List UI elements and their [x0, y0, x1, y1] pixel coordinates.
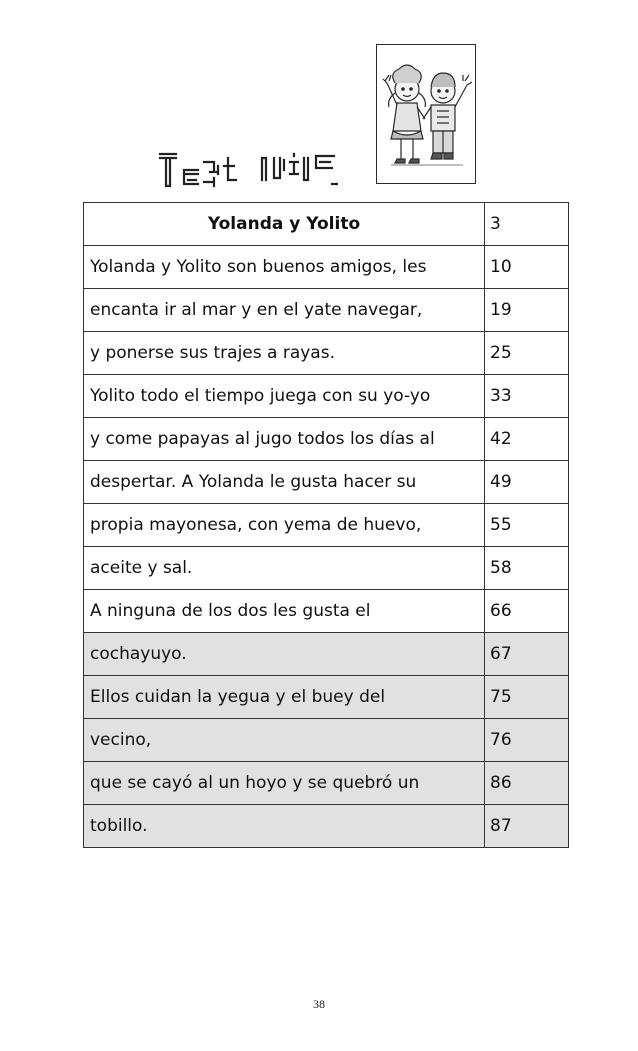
- line-text: y come papayas al jugo todos los días al: [84, 418, 485, 461]
- line-text: Yolito todo el tiempo juega con su yo-yo: [84, 375, 485, 418]
- line-text: tobillo.: [84, 805, 485, 848]
- line-text: A ninguna de los dos les gusta el: [84, 590, 485, 633]
- word-count: 10: [485, 246, 569, 289]
- word-count: 33: [485, 375, 569, 418]
- word-count: 76: [485, 719, 569, 762]
- line-text: aceite y sal.: [84, 547, 485, 590]
- table-row: [84, 461, 569, 504]
- table-row: [84, 418, 569, 461]
- table-row: [84, 246, 569, 289]
- story-title-count: 3: [485, 203, 569, 246]
- word-count: 58: [485, 547, 569, 590]
- table-row: [84, 805, 569, 848]
- word-count: 75: [485, 676, 569, 719]
- word-count: 25: [485, 332, 569, 375]
- line-text: vecino,: [84, 719, 485, 762]
- table-row: [84, 375, 569, 418]
- table-row: [84, 332, 569, 375]
- line-text: propia mayonesa, con yema de huevo,: [84, 504, 485, 547]
- table-row: [84, 719, 569, 762]
- two-children-waving-icon: [377, 45, 475, 183]
- table-row: [84, 289, 569, 332]
- line-text: que se cayó al un hoyo y se quebró un: [84, 762, 485, 805]
- line-text: Yolanda y Yolito son buenos amigos, les: [84, 246, 485, 289]
- word-count: 87: [485, 805, 569, 848]
- word-count: 19: [485, 289, 569, 332]
- line-text: encanta ir al mar y en el yate navegar,: [84, 289, 485, 332]
- line-text: despertar. A Yolanda le gusta hacer su: [84, 461, 485, 504]
- stylized-title-icon: [158, 148, 338, 192]
- table-row: [84, 504, 569, 547]
- word-count: 42: [485, 418, 569, 461]
- table-row: [84, 762, 569, 805]
- page-number: 38: [313, 997, 325, 1011]
- line-text: y ponerse sus trajes a rayas.: [84, 332, 485, 375]
- table-title-row: [84, 203, 569, 246]
- word-count: 49: [485, 461, 569, 504]
- story-title: Yolanda y Yolito: [84, 203, 485, 246]
- table-row: [84, 590, 569, 633]
- word-count: 67: [485, 633, 569, 676]
- table-row: [84, 633, 569, 676]
- reading-word-count-table: [83, 202, 569, 848]
- table-row: [84, 676, 569, 719]
- table-row: [84, 547, 569, 590]
- word-count: 66: [485, 590, 569, 633]
- children-illustration: [376, 44, 476, 184]
- header-title-graphic: [158, 148, 338, 192]
- line-text: cochayuyo.: [84, 633, 485, 676]
- word-count: 55: [485, 504, 569, 547]
- word-count: 86: [485, 762, 569, 805]
- line-text: Ellos cuidan la yegua y el buey del: [84, 676, 485, 719]
